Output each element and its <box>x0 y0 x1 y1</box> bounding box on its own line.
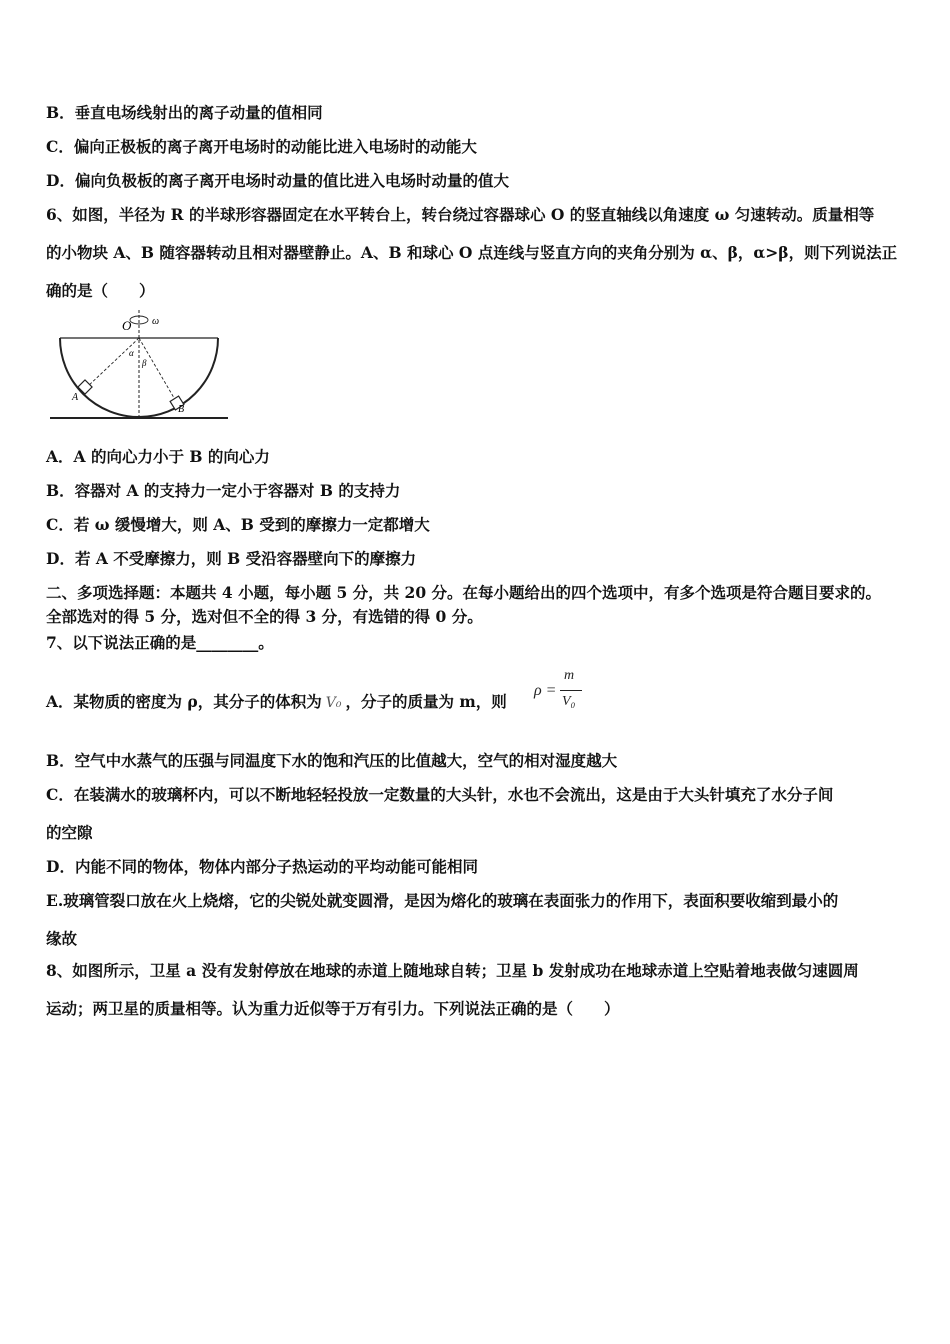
q7-option-c-line1: C．在装满水的玻璃杯内，可以不断地轻轻投放一定数量的大头针，水也不会流出，这是由于大头针填充了水分子间 <box>46 785 834 804</box>
section2-line2: 全部选对的得 5 分，选对但不全的得 3 分，有选错的得 0 分。 <box>46 607 483 626</box>
q8-stem-line1: 8、如图所示，卫星 a 没有发射停放在地球的赤道上随地球自转；卫星 b 发射成功在地球赤道上空贴着地表做匀速圆周 <box>46 961 859 980</box>
q8-stem-line2: 运动；两卫星的质量相等。认为重力近似等于万有引力。下列说法正确的是（ ） <box>46 999 620 1018</box>
hemisphere-figure <box>46 308 232 426</box>
q6-option-b: B．容器对 A 的支持力一定小于容器对 B 的支持力 <box>46 481 401 500</box>
q7-option-a-mid: ，分子的质量为 m，则 <box>345 692 507 711</box>
formula-fraction-bar <box>560 690 582 691</box>
radius-line-b <box>139 338 177 403</box>
q5-option-b: B．垂直电场线射出的离子动量的值相同 <box>46 103 323 122</box>
q5-option-d: D．偏向负极板的离子离开电场时动量的值比进入电场时动量的值大 <box>46 171 509 190</box>
formula-denominator: V₀ <box>562 694 576 709</box>
label-beta: β <box>142 358 147 368</box>
radius-line-a <box>86 338 139 388</box>
formula-numerator: m <box>564 668 575 683</box>
q7-option-b: B．空气中水蒸气的压强与同温度下水的饱和汽压的比值越大，空气的相对湿度越大 <box>46 751 618 770</box>
label-omega: ω <box>152 316 160 327</box>
q7-option-a-v0: V₀ <box>325 695 342 711</box>
formula-lhs: ρ = <box>534 682 557 699</box>
q7-option-a <box>46 692 507 713</box>
q7-option-a-text: A．某物质的密度为 ρ，其分子的体积为 <box>46 692 322 711</box>
density-formula <box>534 668 594 716</box>
q6-option-a: A．A 的向心力小于 B 的向心力 <box>46 447 270 466</box>
q7-option-e-line2: 缘故 <box>46 929 78 948</box>
q6-option-c: C．若 ω 缓慢增大，则 A、B 受到的摩擦力一定都增大 <box>46 515 430 534</box>
q6-stem-line2: 的小物块 A、B 随容器转动且相对器壁静止。A、B 和球心 O 点连线与竖直方向的夹角分别为 α、β，α>β，则下列说法正 <box>46 243 898 262</box>
label-o: O <box>122 318 132 333</box>
q6-stem-line1: 6、如图，半径为 R 的半球形容器固定在水平转台上，转台绕过容器球心 O 的竖直轴线以角速度 ω 匀速转动。质量相等 <box>46 205 875 224</box>
q5-option-c: C．偏向正极板的离子离开电场时的动能比进入电场时的动能大 <box>46 137 477 156</box>
label-alpha: α <box>129 348 134 358</box>
section2-line1: 二、多项选择题：本题共 4 小题，每小题 5 分，共 20 分。在每小题给出的四个选项中，有多个选项是符合题目要求的。 <box>46 583 882 602</box>
q6-option-d: D．若 A 不受摩擦力，则 B 受沿容器壁向下的摩擦力 <box>46 549 417 568</box>
q7-option-c-line2: 的空隙 <box>46 823 93 842</box>
q7-stem: 7、以下说法正确的是________。 <box>46 633 274 652</box>
label-b: B <box>178 404 185 415</box>
q7-option-d: D．内能不同的物体，物体内部分子热运动的平均动能可能相同 <box>46 857 478 876</box>
q7-option-e-line1: E.玻璃管裂口放在火上烧熔，它的尖锐处就变圆滑，是因为熔化的玻璃在表面张力的作用下，表面积要收缩到最小的 <box>46 891 839 910</box>
q6-stem-line3: 确的是（ ） <box>46 281 155 300</box>
label-a: A <box>72 392 79 403</box>
